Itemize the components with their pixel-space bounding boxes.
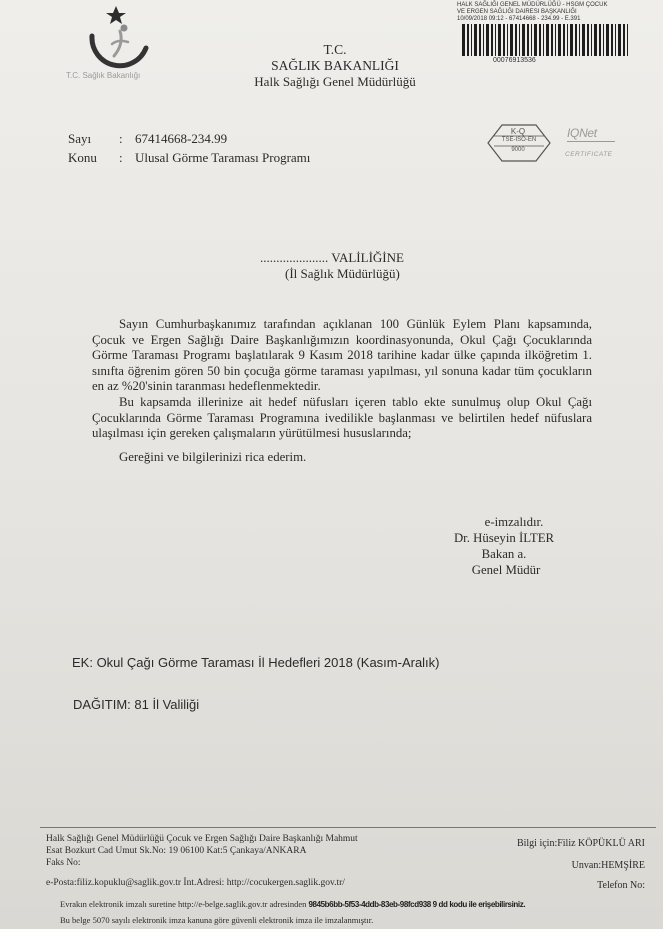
footer-contact: Bilgi için:Filiz KÖPÜKLÜ ARI [516, 838, 645, 849]
signature-name: Dr. Hüseyin İLTER [453, 531, 555, 545]
logo-caption: T.C. Sağlık Bakanlığı [66, 71, 141, 80]
konu-value: Ulusal Görme Taraması Programı [135, 150, 311, 165]
footer-law: Bu belge 5070 sayılı elektronik imza kanuna göre güvenli elektronik imza ile imzalanmıştır. [60, 915, 374, 925]
barcode-line-2: VE ERGEN SAĞLIĞI DAIRESI BAŞKANLIĞI [457, 9, 577, 15]
footer-divider [40, 827, 656, 828]
barcode-number: 00076913536 [493, 57, 536, 64]
cert-tse: TSE-ISO-EN [501, 137, 537, 143]
footer-address-1: Halk Sağlığı Genel Müdürlüğü Çocuk ve Ergen Sağlığı Daire Başkanlığı Mahmut [46, 834, 358, 844]
barcode-line-3: 10/09/2018 09:12 - 67414668 - 234.99 - E.391 [457, 16, 581, 22]
verification-code: 9845b6bb-5f53-4ddb-83eb-98fcd938 9 dd kodu ile erişebilirsiniz. [308, 900, 526, 909]
header-ministry: SAĞLIK BAKANLIĞI [271, 58, 399, 73]
signature-title-1: Bakan a. [481, 547, 527, 561]
header-directorate: Halk Sağlığı Genel Müdürlüğü [254, 74, 416, 89]
iqnet-certificate: CERTIFICATE [565, 151, 613, 158]
cert-num: 9000 [511, 147, 525, 153]
body-paragraph-3: Gereğini ve bilgilerinizi rica ederim. [119, 450, 307, 464]
footer-verification [60, 899, 525, 909]
body-paragraph-1: Sayın Cumhurbaşkanımız tarafından açıklanan 100 Günlük Eylem Planı kapsamında, Çocuk ve Ergen Sağlığı Daire Başkanlığımızın koordinasyonunda, Okul Çağı Çocuklarında Görme Taraması Programı başlatılarak 9 Kasım 2018 tarihine kadar ülke çapında ilköğretim 1. sınıfta öğrenim gören 50 bin çocuğa görme taraması yapılması, yıl sonuna kadar tüm çocukların en az %20'sinin taranması hedeflenmektedir. [92, 317, 592, 394]
barcode-icon [462, 24, 630, 56]
signature-eimza: e-imzalıdır. [484, 515, 544, 529]
sayi-colon: : [119, 131, 123, 146]
barcode-line-1: HALK SAĞLIĞI GENEL MÜDÜRLÜĞÜ - HSGM ÇOCUK [457, 2, 608, 8]
footer-email: e-Posta:filiz.kopuklu@saglik.gov.tr İnt.Adresi: http://cocukergen.saglik.gov.tr/ [46, 878, 345, 888]
iqnet-divider [567, 141, 615, 142]
cert-kq: K-Q [510, 127, 526, 136]
footer-phone: Telefon No: [597, 880, 645, 891]
distribution: DAĞITIM: 81 İl Valiliği [73, 697, 200, 712]
addressee-line-2: (İl Sağlık Müdürlüğü) [285, 266, 400, 281]
verification-prefix: Evrakın elektronik imzalı suretine http://e-belge.saglik.gov.tr adresinden [60, 899, 307, 909]
konu-colon: : [119, 150, 123, 165]
attachment-ek: EK: Okul Çağı Görme Taraması İl Hedefleri 2018 (Kasım-Aralık) [72, 655, 440, 670]
iqnet-logo: IQNet [567, 126, 597, 140]
signature-title-2: Genel Müdür [471, 563, 541, 577]
addressee-line-1: ..................... VALİLİĞİNE [260, 250, 404, 265]
footer-address-2: Esat Bozkurt Cad Umut Sk.No: 19 06100 Kat:5 Çankaya/ANKARA [46, 846, 307, 856]
footer-fax: Faks No: [46, 858, 81, 868]
footer-title: Unvan:HEMŞİRE [571, 860, 645, 871]
body-paragraph-2: Bu kapsamda illerinize ait hedef nüfusları içeren tablo ekte sunulmuş olup Okul Çağı Çocuklarında Görme Taraması Programına ivedilikle başlanması ve belirtilen hedef nüfuslara ulaşılması için gereken çalışmaların yürütülmesi hususlarında; [92, 395, 592, 441]
header-tc: T.C. [323, 42, 347, 57]
sayi-label: Sayı [68, 131, 92, 146]
konu-label: Konu [68, 150, 97, 165]
sayi-value: 67414668-234.99 [135, 131, 228, 146]
